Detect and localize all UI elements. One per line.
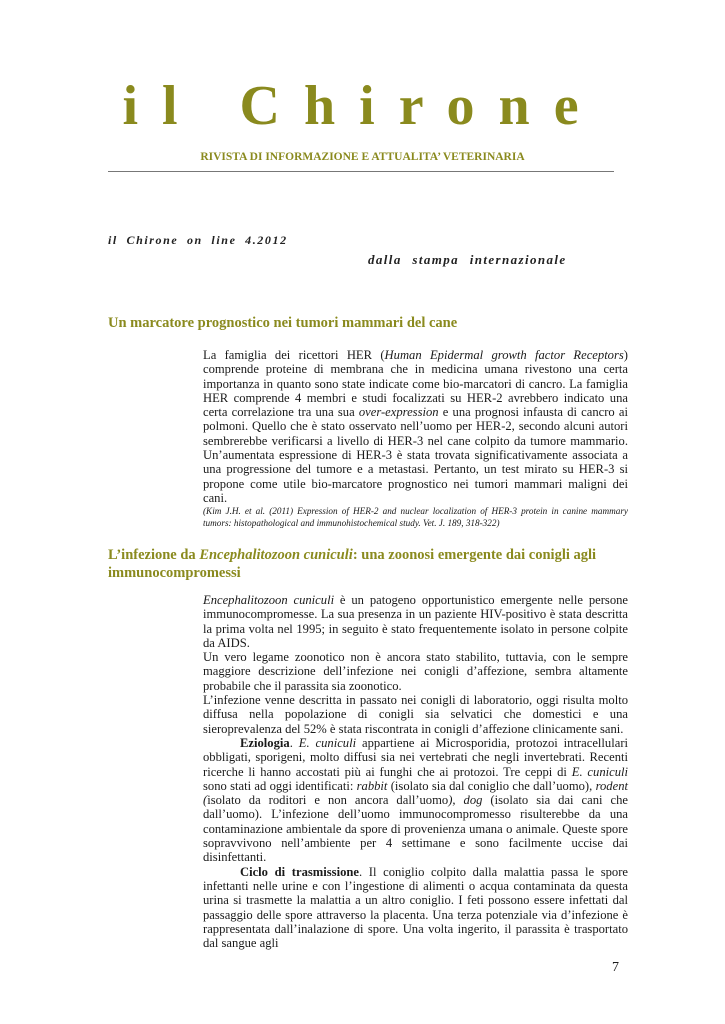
masthead-title: il Chirone	[122, 75, 603, 137]
title-term: Encephalitozoon cuniculi	[199, 547, 353, 563]
term: E. cuniculi	[571, 764, 629, 779]
article2-paragraph-4	[203, 736, 628, 865]
article1-title: Un marcatore prognostico nei tumori mammari del cane	[108, 315, 458, 331]
term: ), dog	[448, 793, 483, 808]
article1-body	[203, 348, 628, 505]
label: Ciclo di trasmissione	[240, 864, 359, 879]
text: e una prognosi infausta di cancro ai polmoni. Quello che è stato osservato nell’uomo per HER-2, secondo alcuni autori sembrerebbe verificarsi a livello di HER-3 nel cane colpito da tumore mammario. Un’aumentata espressione di HER-3 è stata trovata significativamente associata a una progressione del tumore e a metastasi. Pertanto, un test mirato su HER-3 si propone come utile bio-marcatore prognostico nei tumori mammari maligni dei cani.	[203, 405, 629, 505]
text: (isolato sia dai cani che dall’uomo). L’infezione dell’uomo immunocompromesso risulterebbe da una contaminazione ambientale da spore di provenienza umana o animale. Queste spore sopravvivono nell’ambiente per 4 settimane e sono facilmente uccise dai disinfettanti.	[203, 793, 628, 865]
title-text: L’infezione da	[108, 547, 200, 563]
term: rabbit	[356, 778, 388, 793]
article2-title	[108, 546, 628, 582]
label: Eziologia	[240, 735, 290, 750]
article2-paragraph-1	[203, 593, 628, 650]
masthead-subtitle: RIVISTA DI INFORMAZIONE E ATTUALITA’ VETERINARIA	[200, 151, 525, 163]
text: . Il coniglio colpito dalla malattia passa le spore infettanti nelle urine e con l’ingestione di alimenti o acqua contaminata da questa urina si trasmette la malattia a un altro coniglio. I feti possono essere infettati dal passaggio delle spore attraverso la placenta. Una terza potenziale via d’infezione è rappresentata dall’inalazione di spore. Una volta ingerito, il parassita è trasportato dal sangue agli	[203, 864, 628, 951]
text: ) comprende proteine di membrana che in medicina umana rivestono una certa importanza in quanto sono state indicate come bio-marcatori di cancro. La famiglia HER comprende 4 membri e studi focalizzati su HER-2 avrebbero indicato una certa correlazione tra una sua	[203, 348, 628, 420]
article2-body	[203, 593, 628, 950]
article1-reference: (Kim J.H. et al. (2011) Expression of HER-2 and nuclear localization of HER-3 protein in canine mammary tumors: histopathological and immunohistochemical study. Vet. J. 189, 318-322)	[203, 506, 628, 528]
issue-label: il Chirone on line 4.2012	[108, 233, 288, 247]
term: Human Epidermal growth factor Receptors	[384, 348, 624, 362]
term: E. cuniculi	[298, 735, 357, 750]
text: (isolato sia dal coniglio che dall’uomo),	[387, 778, 596, 793]
article1-paragraph	[203, 348, 628, 505]
title-text: : una zoonosi emergente dai conigli agli immunocompromessi	[108, 547, 597, 581]
text: sono stati ad oggi identificati:	[203, 778, 357, 793]
page-number: 7	[612, 960, 619, 975]
text: appartiene ai Microsporidia, protozoi intracellulari obbligati, sporigeni, molto diffusi sia nei vertebrati che negli invertebrati. Recenti ricerche li hanno accostati più ai funghi che ai protozoi. Tre ceppi di	[203, 735, 629, 779]
text: .	[289, 735, 299, 750]
text: La famiglia dei ricettori HER (	[203, 348, 385, 362]
text: è un patogeno opportunistico emergente nelle persone immunocompromesse. La sua presenza in un paziente HIV-positivo è stata descritta la prima volta nel 1995; in seguito è stato frequentemente isolato in persone colpite da AIDS.	[203, 593, 628, 650]
header-divider	[108, 171, 614, 172]
article2-paragraph-2: Un vero legame zoonotico non è ancora stato stabilito, tuttavia, con le sempre maggiore descrizione dell’infezione nei conigli d’affezione, sembra altamente probabile che il parassita sia zoonotico.	[203, 650, 628, 693]
term: over-expression	[358, 405, 439, 420]
text: isolato da roditori e non ancora dall’uomo	[207, 793, 449, 808]
term: Encephalitozoon cuniculi	[203, 593, 335, 607]
section-label: dalla stampa internazionale	[368, 252, 567, 267]
article2-paragraph-3: L’infezione venne descritta in passato nei conigli di laboratorio, oggi risulta molto diffusa nella popolazione di conigli sia selvatici che domestici e una sieroprevalenza del 52% è stata riscontrata in conigli d’affezione clinicamente sani.	[203, 693, 628, 736]
article2-paragraph-5	[203, 865, 628, 951]
term: rodent (	[203, 778, 628, 808]
